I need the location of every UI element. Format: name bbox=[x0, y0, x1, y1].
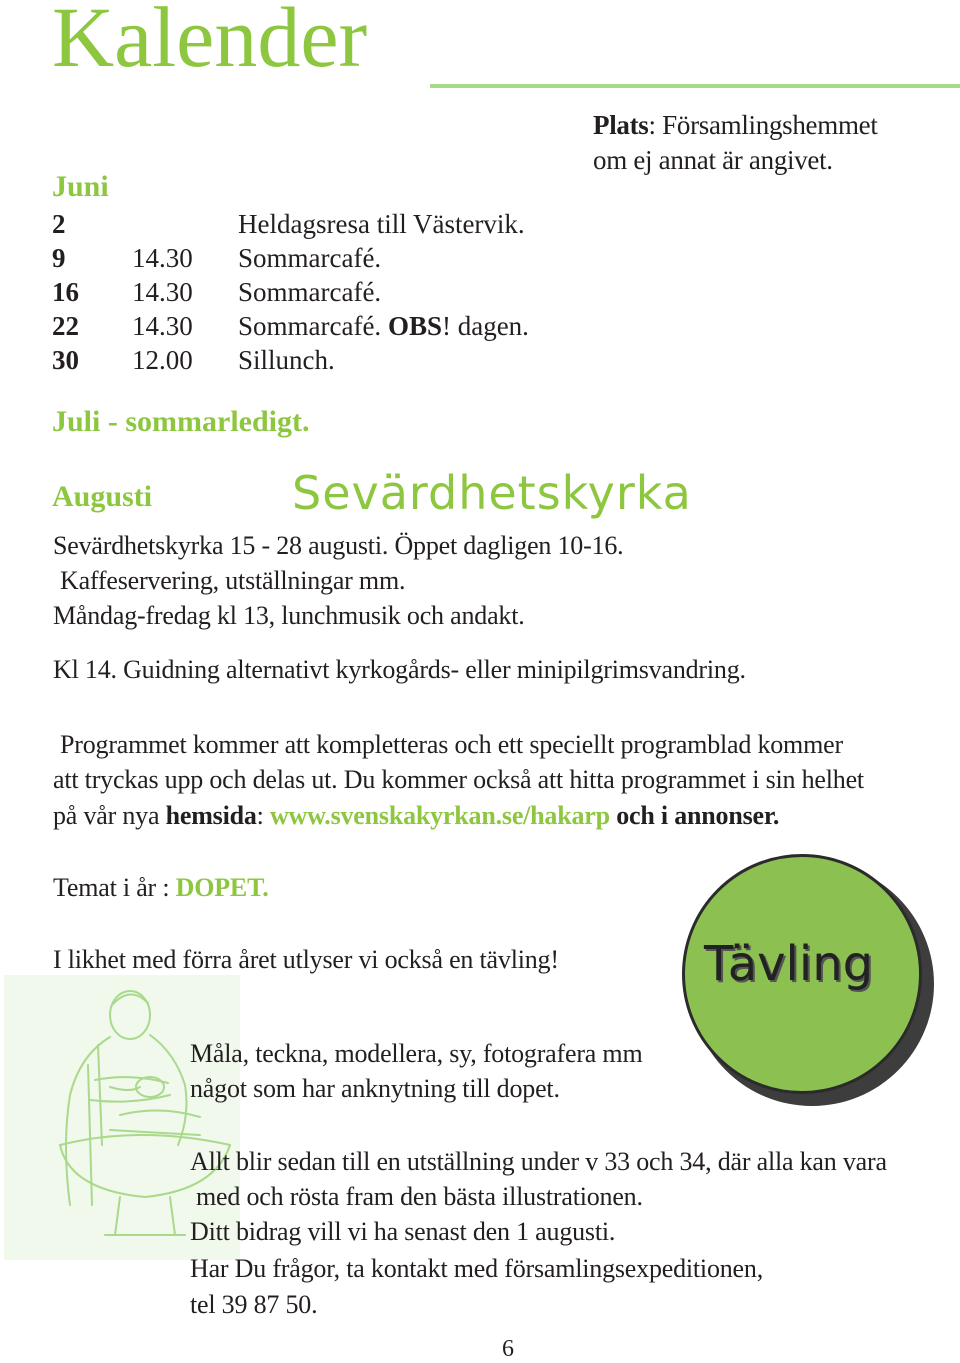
contest-line: med och rösta fram den bästa illustrationen. bbox=[196, 1182, 643, 1211]
theme-value: DOPET. bbox=[175, 873, 269, 902]
month-heading-juni: Juni bbox=[52, 170, 109, 203]
header-rule bbox=[430, 84, 960, 88]
program-text: på vår nya bbox=[53, 801, 166, 830]
event-text: Sillunch. bbox=[238, 345, 335, 375]
event-day: 30 bbox=[52, 345, 79, 375]
event-text-after: ! dagen. bbox=[441, 311, 529, 341]
contest-badge bbox=[682, 854, 938, 1110]
plats-value: : Församlingshemmet bbox=[648, 110, 878, 140]
event-time: 14.30 bbox=[132, 277, 193, 307]
event-day: 16 bbox=[52, 277, 79, 307]
theme-line bbox=[53, 870, 269, 905]
event-text: Sommarcafé. bbox=[238, 243, 382, 273]
program-line: Programmet kommer att kompletteras och ett speciellt programblad kommer bbox=[60, 730, 843, 759]
program-hemsida: hemsida bbox=[165, 801, 257, 830]
event-time: 12.00 bbox=[132, 345, 193, 375]
event-text: Sommarcafé. bbox=[238, 277, 382, 307]
page-number: 6 bbox=[502, 1336, 514, 1362]
event-text-group bbox=[238, 309, 529, 343]
contest-line: Har Du frågor, ta kontakt med församlingsexpeditionen, bbox=[190, 1254, 763, 1283]
augusti-line: Sevärdhetskyrka 15 - 28 augusti. Öppet dagligen 10-16. bbox=[53, 531, 624, 560]
plats-line2: om ej annat är angivet. bbox=[593, 145, 833, 175]
badge-label: Tävling bbox=[704, 936, 874, 992]
theme-prefix: Temat i år : bbox=[53, 873, 176, 902]
event-day: 2 bbox=[52, 209, 66, 239]
program-line: att tryckas upp och delas ut. Du kommer också att hitta programmet i sin helhet bbox=[53, 765, 864, 794]
program-annonser: och i annonser. bbox=[609, 801, 780, 830]
contest-line: Ditt bidrag vill vi ha senast den 1 augusti. bbox=[190, 1217, 616, 1246]
event-day: 9 bbox=[52, 243, 66, 273]
plats-label: Plats bbox=[593, 110, 649, 140]
month-heading-augusti: Augusti bbox=[52, 480, 153, 513]
location-note bbox=[593, 108, 878, 178]
event-day: 22 bbox=[52, 311, 79, 341]
contest-intro: I likhet med förra året utlyser vi också en tävling! bbox=[53, 945, 559, 974]
contest-line: Allt blir sedan till en utställning under v 33 och 34, där alla kan vara bbox=[190, 1147, 887, 1176]
augusti-line: Måndag-fredag kl 13, lunchmusik och andakt. bbox=[53, 601, 525, 630]
program-line bbox=[53, 798, 779, 833]
event-time: 14.30 bbox=[132, 243, 193, 273]
augusti-line: Kaffeservering, utställningar mm. bbox=[60, 566, 406, 595]
event-text: Sommarcafé. bbox=[238, 311, 388, 341]
website-link[interactable]: www.svenskakyrkan.se/hakarp bbox=[269, 801, 610, 830]
contest-line: Måla, teckna, modellera, sy, fotografera mm bbox=[190, 1039, 643, 1068]
program-colon: : bbox=[256, 801, 270, 830]
contest-line: tel 39 87 50. bbox=[190, 1290, 318, 1319]
month-heading-juli: Juli - sommarledigt. bbox=[52, 405, 310, 438]
page-title: Kalender bbox=[52, 0, 368, 85]
contest-line: något som har anknytning till dopet. bbox=[190, 1074, 560, 1103]
augusti-line: Kl 14. Guidning alternativt kyrkogårds- eller minipilgrimsvandring. bbox=[53, 655, 746, 684]
section-title-sevardhetskyrka: Sevärdhetskyrka bbox=[292, 466, 692, 520]
event-text: Heldagsresa till Västervik. bbox=[238, 209, 525, 239]
event-time: 14.30 bbox=[132, 311, 193, 341]
event-obs: OBS bbox=[387, 311, 442, 341]
